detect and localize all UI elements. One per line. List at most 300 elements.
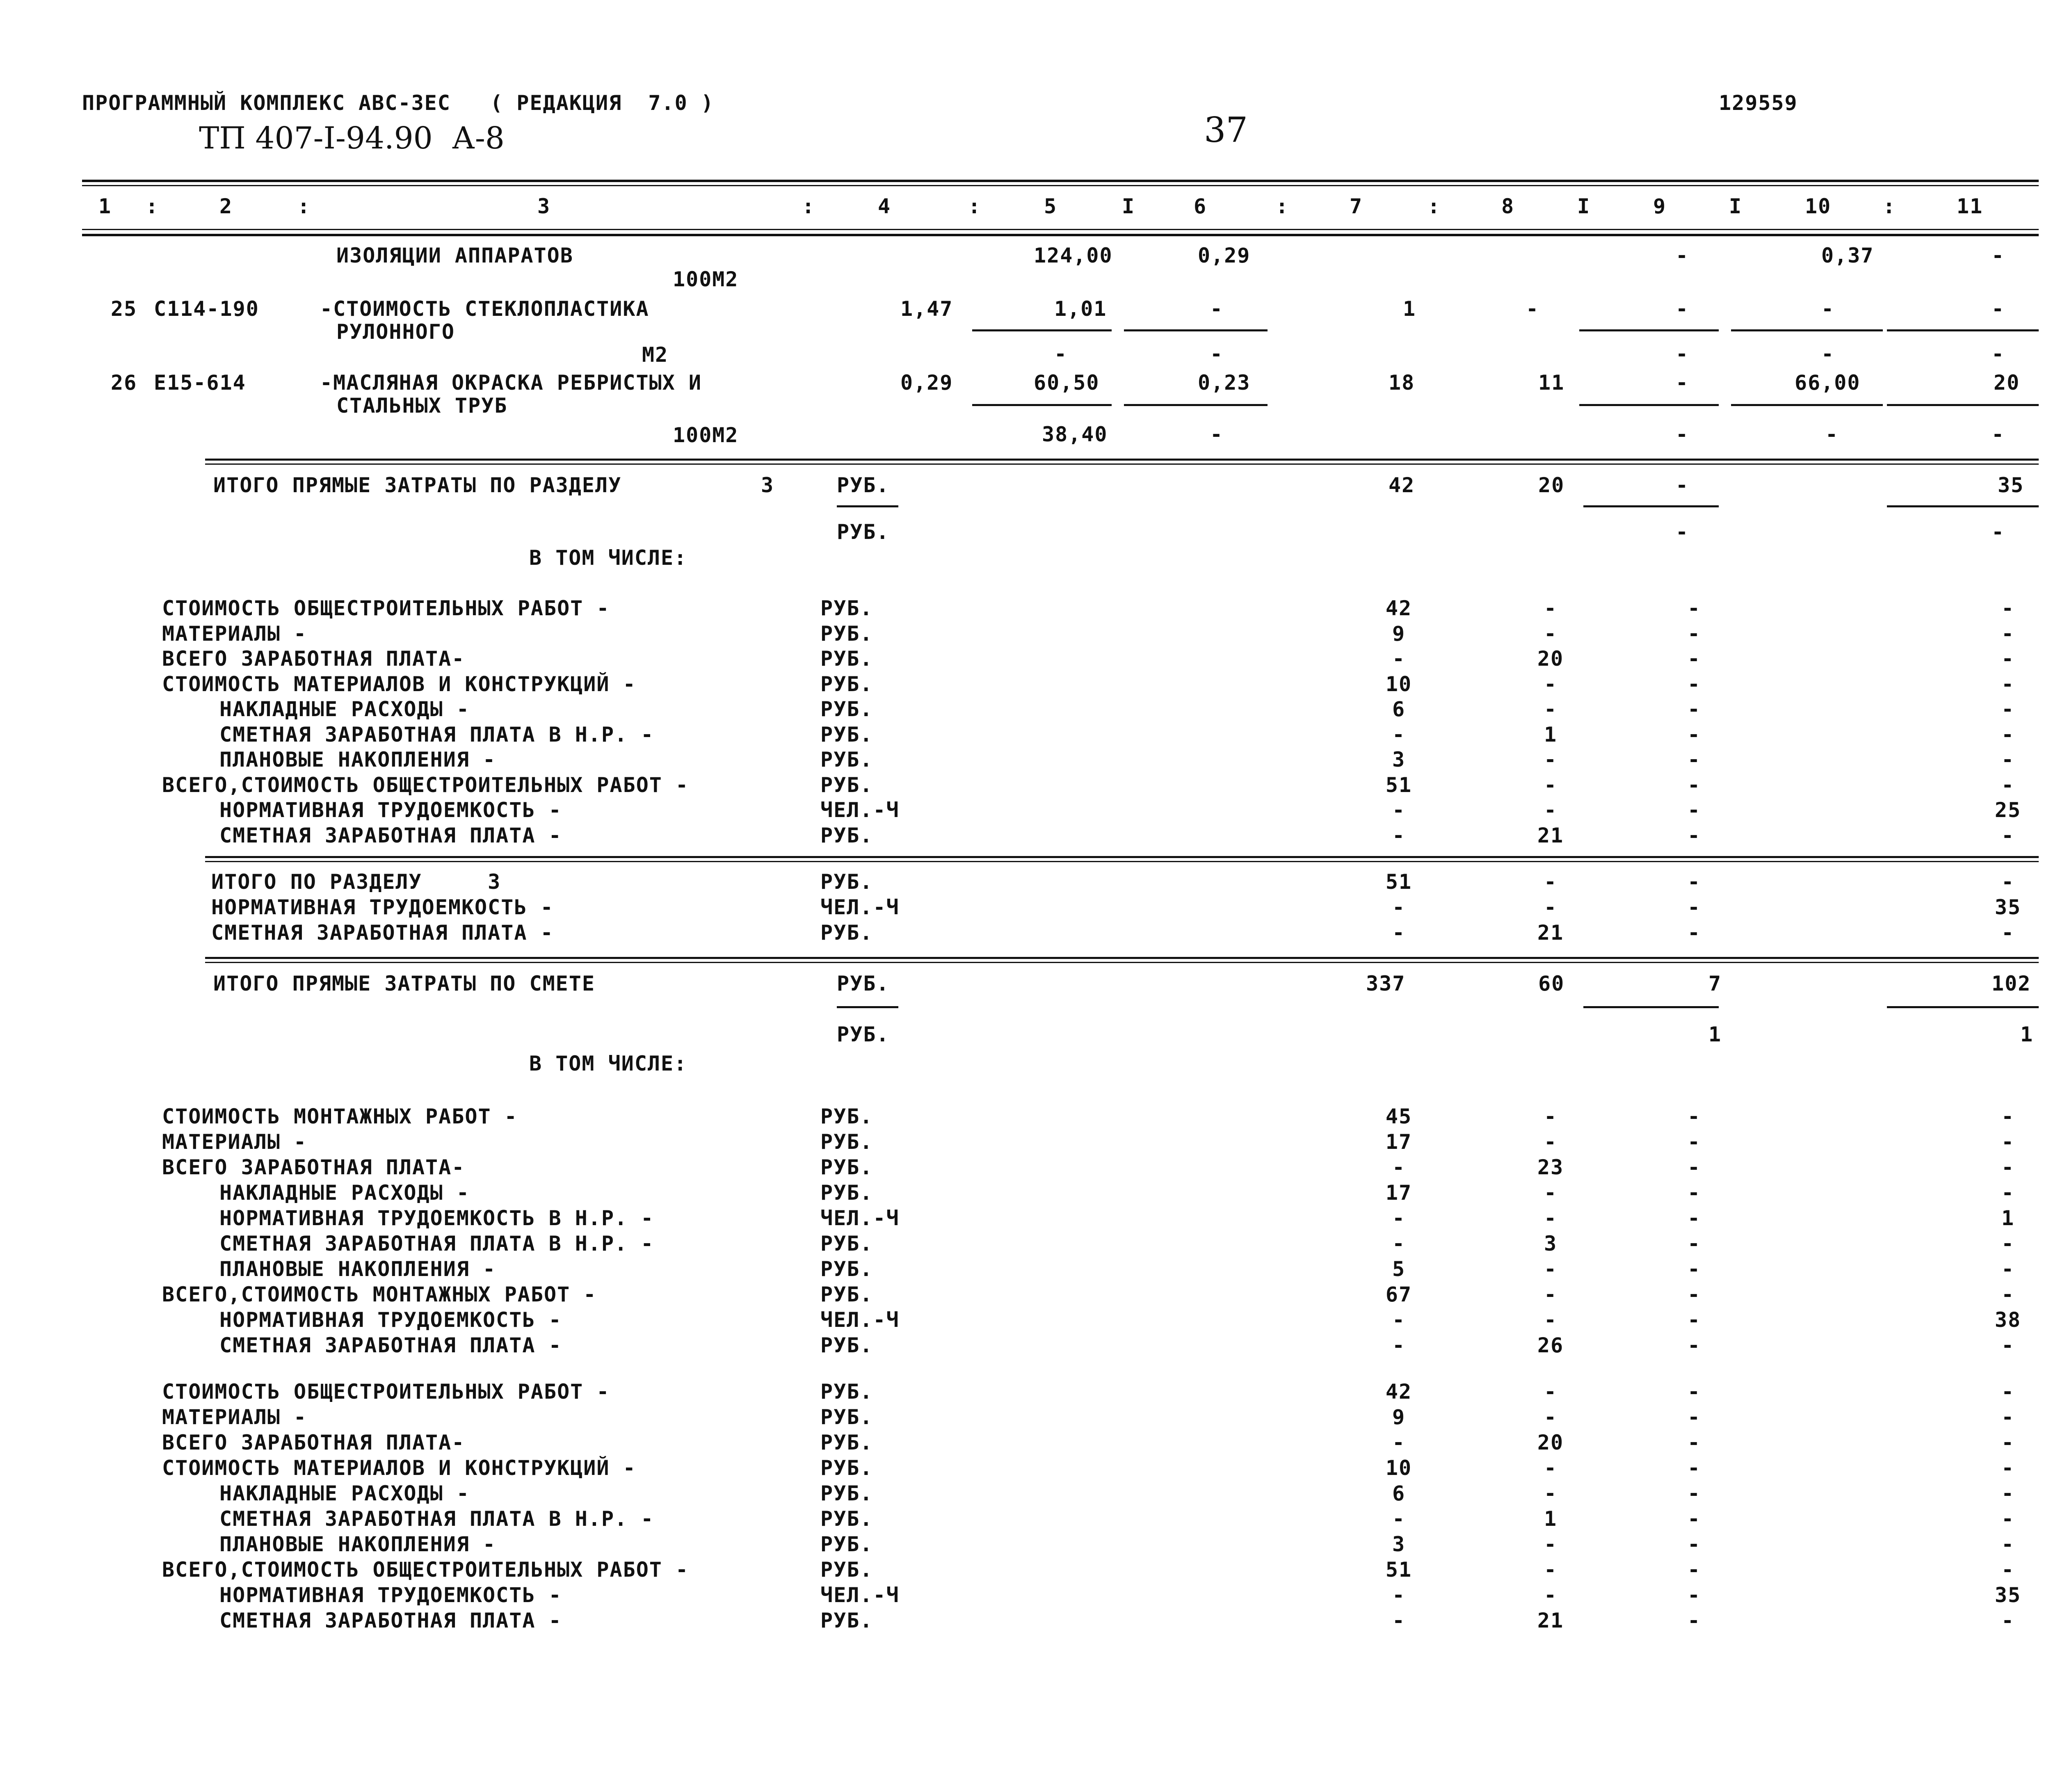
item-code: Е15-614 [154,371,246,395]
row-unit: ЧЕЛ.-Ч [820,798,900,822]
unit: РУБ. [837,520,890,544]
section-rule-thin [205,962,2039,963]
section-rule-thin [205,861,2039,862]
row-c7: 3 [1392,1532,1406,1556]
item-c10: 0,37 [1821,244,1874,267]
row-c9: - [1687,1482,1701,1505]
row-c11: 35 [1994,895,2021,919]
row-unit: РУБ. [820,1257,873,1281]
row-c8: 21 [1537,823,1564,847]
row-c8: 1 [1544,1507,1558,1531]
row-label: ВСЕГО ЗАРАБОТНАЯ ПЛАТА- [162,1155,465,1179]
row-c11: - [2001,1333,2015,1357]
row-unit: РУБ. [820,1405,873,1429]
underline [1887,404,2039,406]
row-c11: - [2001,722,2015,746]
row-label: СМЕТНАЯ ЗАРАБОТНАЯ ПЛАТА В Н.Р. - [219,1232,654,1256]
row-c7: 17 [1385,1130,1412,1154]
row-c7: - [1392,722,1406,746]
row-unit: ЧЕЛ.-Ч [820,1206,900,1230]
row-unit: РУБ. [820,823,873,847]
row-c7: - [1392,647,1406,671]
item-c8: 11 [1538,371,1565,395]
row-c8: - [1544,1405,1558,1429]
row-c11: - [2001,621,2015,646]
row-label: ВСЕГО,СТОИМОСТЬ ОБЩЕСТРОИТЕЛЬНЫХ РАБОТ - [162,773,689,797]
row-c9: - [1687,748,1701,772]
row-c7: - [1392,895,1406,919]
row-unit: РУБ. [820,921,873,945]
item-c6: - [1210,297,1224,321]
row-unit: ЧЕЛ.-Ч [820,1583,900,1607]
item-c11-sub: - [1992,342,2005,366]
row-c9: - [1687,1405,1701,1429]
item-c9-sub: - [1676,422,1689,446]
underline [1887,1006,2039,1008]
row-unit: РУБ. [820,773,873,797]
row-c11: - [2001,870,2015,894]
row-c7: - [1392,921,1406,945]
total-c7: 42 [1389,473,1415,497]
row-c7: 42 [1385,596,1412,620]
row-c8: 20 [1537,1431,1564,1454]
col-header-2: 2 [219,194,233,218]
row-label: НОРМАТИВНАЯ ТРУДОЕМКОСТЬ - [211,895,554,919]
row-unit: РУБ. [820,748,873,772]
row-c8: - [1544,773,1558,797]
row-c9: - [1687,773,1701,797]
row-c8: - [1544,1532,1558,1556]
row-unit: РУБ. [820,697,873,721]
in-that-number-heading: В ТОМ ЧИСЛЕ: [529,546,687,570]
row-unit: РУБ. [820,1155,873,1179]
row-c7: - [1392,1609,1406,1632]
row-label: НОРМАТИВНАЯ ТРУДОЕМКОСТЬ В Н.Р. - [219,1206,654,1230]
row-c8: - [1544,697,1558,721]
row-label: СТОИМОСТЬ МАТЕРИАЛОВ И КОНСТРУКЦИЙ - [162,672,636,696]
row-label: ВСЕГО,СТОИМОСТЬ МОНТАЖНЫХ РАБОТ - [162,1283,597,1306]
item-c5-sub: 38,40 [1042,422,1108,446]
section-rule-thin [205,463,2039,465]
item-c9: - [1676,244,1689,267]
underline [1887,505,2039,507]
row-c11: - [2001,773,2015,797]
row-c9: - [1687,1181,1701,1205]
row-label: МАТЕРИАЛЫ - [162,621,307,646]
row-label: НАКЛАДНЫЕ РАСХОДЫ - [219,1181,470,1205]
row-c8: - [1544,895,1558,919]
row-c8: - [1544,798,1558,822]
unit: РУБ. [837,972,890,995]
item-c5: 124,00 [1034,244,1113,267]
row-unit: РУБ. [820,1456,873,1480]
col-header-5: 5 [1044,194,1057,218]
underline [1579,329,1719,331]
row-label: СМЕТНАЯ ЗАРАБОТНАЯ ПЛАТА В Н.Р. - [219,722,654,746]
item-c10-sub: - [1825,422,1839,446]
row-c8: - [1544,1257,1558,1281]
col-header-7: 7 [1350,194,1363,218]
row-c9: - [1687,1380,1701,1404]
underline [837,505,898,507]
col-separator: : [146,194,159,218]
row-label: МАТЕРИАЛЫ - [162,1405,307,1429]
item-name: ИЗОЛЯЦИИ АППАРАТОВ [336,244,573,267]
row-c8: 23 [1537,1155,1564,1179]
row-unit: РУБ. [820,647,873,671]
row-c11: - [2001,748,2015,772]
total-c9-sub: - [1676,520,1689,544]
row-c9: - [1687,1257,1701,1281]
row-unit: РУБ. [820,1130,873,1154]
program-title: ПРОГРАММНЫЙ КОМПЛЕКС АВС-3ЕС ( РЕДАКЦИЯ 7.0 ) [82,91,714,115]
item-c10-sub: - [1821,342,1835,366]
row-c9: - [1687,596,1701,620]
row-c11: - [2001,1558,2015,1582]
row-c8: - [1544,1558,1558,1582]
row-c7: 42 [1385,1380,1412,1404]
total-c9: 7 [1708,972,1722,995]
item-unit: М2 [642,343,669,367]
item-name: -СТОИМОСТЬ СТЕКЛОПЛАСТИКА [320,297,649,321]
row-c11: - [2001,1257,2015,1281]
total-c7: 337 [1366,972,1406,995]
row-c8: - [1544,1181,1558,1205]
row-c9: - [1687,722,1701,746]
total-c9-sub: 1 [1708,1023,1722,1046]
header-rule-top-thin [82,185,2039,186]
row-c7: 51 [1385,773,1412,797]
item-code: С114-190 [154,297,259,321]
row-unit: ЧЕЛ.-Ч [820,895,900,919]
total-c11: 102 [1992,972,2031,995]
row-label: НОРМАТИВНАЯ ТРУДОЕМКОСТЬ - [219,798,562,822]
row-c7: 17 [1385,1181,1412,1205]
row-unit: РУБ. [820,1482,873,1505]
row-c8: - [1544,870,1558,894]
item-c6: 0,29 [1198,244,1251,267]
row-label: СМЕТНАЯ ЗАРАБОТНАЯ ПЛАТА В Н.Р. - [219,1507,654,1531]
row-c11: - [2001,1405,2015,1429]
section-total-label: ИТОГО ПРЯМЫЕ ЗАТРАТЫ ПО РАЗДЕЛУ [213,473,622,497]
col-separator: : [1883,194,1896,218]
row-c9: - [1687,1155,1701,1179]
col-separator: : [802,194,815,218]
item-number: 26 [111,371,137,395]
row-c11: 25 [1994,798,2021,822]
row-label: СТОИМОСТЬ ОБЩЕСТРОИТЕЛЬНЫХ РАБОТ - [162,596,610,620]
col-header-8: 8 [1501,194,1515,218]
row-c11: - [2001,1532,2015,1556]
row-label: НАКЛАДНЫЕ РАСХОДЫ - [219,697,470,721]
underline [1583,505,1719,507]
row-c9: - [1687,1232,1701,1256]
section-number: 3 [761,473,774,497]
item-c9-sub: - [1676,342,1689,366]
in-that-number-heading: В ТОМ ЧИСЛЕ: [529,1052,687,1075]
row-c8: - [1544,1380,1558,1404]
item-c10: 66,00 [1795,371,1861,395]
row-c7: - [1392,1507,1406,1531]
row-unit: ЧЕЛ.-Ч [820,1308,900,1332]
item-c9: - [1676,297,1689,321]
row-c11: - [2001,1105,2015,1128]
item-number: 25 [111,297,137,321]
underline [1887,329,2039,331]
row-c9: - [1687,1308,1701,1332]
row-c8: - [1544,596,1558,620]
row-label: ПЛАНОВЫЕ НАКОПЛЕНИЯ - [219,1532,496,1556]
row-c11: - [2001,1155,2015,1179]
row-c7: 9 [1392,621,1406,646]
section-rule [205,856,2039,858]
row-c11: - [2001,672,2015,696]
row-c8: - [1544,1482,1558,1505]
total-c8: 20 [1538,473,1565,497]
row-unit: РУБ. [820,1105,873,1128]
underline [1124,404,1268,406]
row-c11: - [2001,1507,2015,1531]
row-c11: 38 [1994,1308,2021,1332]
row-c11: - [2001,1609,2015,1632]
row-c8: - [1544,1130,1558,1154]
item-c11-sub: - [1992,422,2005,446]
row-c8: - [1544,1308,1558,1332]
item-c5: 60,50 [1034,371,1100,395]
total-c11-sub: - [1992,520,2005,544]
row-label: ИТОГО ПО РАЗДЕЛУ 3 [211,870,501,894]
row-unit: РУБ. [820,596,873,620]
row-c7: - [1392,798,1406,822]
row-c9: - [1687,1130,1701,1154]
row-c11: - [2001,1232,2015,1256]
col-header-10: 10 [1805,194,1832,218]
row-c8: 20 [1537,647,1564,671]
underline [1583,1006,1719,1008]
col-separator: : [968,194,982,218]
row-c7: 51 [1385,870,1412,894]
row-c7: 45 [1385,1105,1412,1128]
row-c8: 1 [1544,722,1558,746]
item-c10: - [1821,297,1835,321]
row-c9: - [1687,823,1701,847]
row-c8: - [1544,1283,1558,1306]
row-unit: РУБ. [820,870,873,894]
row-c7: 10 [1385,672,1412,696]
col-header-9: 9 [1653,194,1667,218]
item-c7: 18 [1389,371,1415,395]
col-separator: I [1577,194,1591,218]
section-rule [205,957,2039,959]
row-label: НАКЛАДНЫЕ РАСХОДЫ - [219,1482,470,1505]
page-number: 37 [1204,110,1248,150]
item-c6: 0,23 [1198,371,1251,395]
total-c11-sub: 1 [2020,1023,2034,1046]
row-c7: 51 [1385,1558,1412,1582]
header-rule-top [82,180,2039,182]
row-unit: РУБ. [820,1232,873,1256]
row-c11: 1 [2001,1206,2015,1230]
row-c11: - [2001,921,2015,945]
row-label: СТОИМОСТЬ МАТЕРИАЛОВ И КОНСТРУКЦИЙ - [162,1456,636,1480]
row-label: ПЛАНОВЫЕ НАКОПЛЕНИЯ - [219,1257,496,1281]
item-name-cont: РУЛОННОГО [336,320,455,344]
row-label: МАТЕРИАЛЫ - [162,1130,307,1154]
row-unit: РУБ. [820,1333,873,1357]
row-c8: 21 [1537,921,1564,945]
row-c11: - [2001,1431,2015,1454]
document-code: ТП 407-I-94.90 А-8 [199,121,505,156]
row-c8: 3 [1544,1232,1558,1256]
header-rule-bottom [82,234,2039,236]
row-c11: - [2001,647,2015,671]
row-unit: РУБ. [820,1380,873,1404]
row-c9: - [1687,1609,1701,1632]
header-rule-bottom-thin [82,229,2039,230]
row-unit: РУБ. [820,722,873,746]
row-c9: - [1687,798,1701,822]
row-c8: 26 [1537,1333,1564,1357]
item-name: -МАСЛЯНАЯ ОКРАСКА РЕБРИСТЫХ И [320,371,702,395]
unit: РУБ. [837,1023,890,1046]
row-unit: РУБ. [820,1181,873,1205]
row-c7: 3 [1392,748,1406,772]
row-unit: РУБ. [820,1507,873,1531]
row-unit: РУБ. [820,1558,873,1582]
row-label: ВСЕГО,СТОИМОСТЬ ОБЩЕСТРОИТЕЛЬНЫХ РАБОТ - [162,1558,689,1582]
row-c11: - [2001,1482,2015,1505]
row-c8: - [1544,1105,1558,1128]
col-header-1: 1 [98,194,112,218]
row-unit: РУБ. [820,621,873,646]
row-c9: - [1687,1283,1701,1306]
document-number: 129559 [1719,91,1798,115]
row-c7: 9 [1392,1405,1406,1429]
row-label: СМЕТНАЯ ЗАРАБОТНАЯ ПЛАТА - [219,823,562,847]
row-unit: РУБ. [820,672,873,696]
row-label: ВСЕГО ЗАРАБОТНАЯ ПЛАТА- [162,1431,465,1454]
row-label: СМЕТНАЯ ЗАРАБОТНАЯ ПЛАТА - [219,1609,562,1632]
row-c9: - [1687,672,1701,696]
row-label: СМЕТНАЯ ЗАРАБОТНАЯ ПЛАТА - [219,1333,562,1357]
item-c11: - [1992,244,2005,267]
row-c7: 6 [1392,697,1406,721]
row-c11: - [2001,1380,2015,1404]
row-c9: - [1687,1507,1701,1531]
item-c11: 20 [1994,371,2020,395]
row-c8: - [1544,1456,1558,1480]
row-c9: - [1687,697,1701,721]
row-unit: РУБ. [820,1283,873,1306]
item-c6-sub: - [1210,422,1224,446]
row-c9: - [1687,921,1701,945]
col-header-3: 3 [537,194,551,218]
total-c8: 60 [1538,972,1565,995]
underline [1731,404,1883,406]
col-header-6: 6 [1194,194,1207,218]
row-c8: - [1544,1583,1558,1607]
row-c11: - [2001,596,2015,620]
row-c7: - [1392,1431,1406,1454]
estimate-total-label: ИТОГО ПРЯМЫЕ ЗАТРАТЫ ПО СМЕТЕ [213,972,595,995]
underline [1124,329,1268,331]
row-unit: РУБ. [820,1431,873,1454]
row-c7: 10 [1385,1456,1412,1480]
row-c9: - [1687,1558,1701,1582]
item-name-cont: СТАЛЬНЫХ ТРУБ [336,394,508,418]
row-label: НОРМАТИВНАЯ ТРУДОЕМКОСТЬ - [219,1308,562,1332]
row-unit: РУБ. [820,1609,873,1632]
underline [972,329,1112,331]
row-c9: - [1687,1532,1701,1556]
row-label: СТОИМОСТЬ ОБЩЕСТРОИТЕЛЬНЫХ РАБОТ - [162,1380,610,1404]
row-c8: - [1544,672,1558,696]
row-c7: 5 [1392,1257,1406,1281]
item-c7: 1 [1403,297,1416,321]
row-label: НОРМАТИВНАЯ ТРУДОЕМКОСТЬ - [219,1583,562,1607]
item-c5-sub: - [1054,342,1068,366]
row-c11: - [2001,1456,2015,1480]
row-c11: 35 [1994,1583,2021,1607]
row-c9: - [1687,647,1701,671]
row-c7: - [1392,1206,1406,1230]
item-unit: 100М2 [673,423,739,447]
item-c6-sub: - [1210,342,1224,366]
row-c11: - [2001,823,2015,847]
row-unit: РУБ. [820,1532,873,1556]
underline [837,1006,898,1008]
row-c9: - [1687,1431,1701,1454]
item-unit: 100М2 [673,267,739,291]
row-c8: - [1544,1206,1558,1230]
col-separator: : [297,194,311,218]
col-separator: I [1729,194,1743,218]
unit: РУБ. [837,473,890,497]
row-c9: - [1687,895,1701,919]
row-label: ПЛАНОВЫЕ НАКОПЛЕНИЯ - [219,748,496,772]
row-c9: - [1687,1456,1701,1480]
row-c7: - [1392,1155,1406,1179]
row-c7: - [1392,1333,1406,1357]
item-c9: - [1676,371,1689,395]
col-separator: : [1276,194,1289,218]
item-c5: 1,01 [1054,297,1107,321]
underline [1731,329,1883,331]
row-c9: - [1687,1206,1701,1230]
item-c8: - [1526,297,1539,321]
total-c9: - [1676,473,1689,497]
row-c8: - [1544,748,1558,772]
row-c7: - [1392,1232,1406,1256]
row-label: ВСЕГО ЗАРАБОТНАЯ ПЛАТА- [162,647,465,671]
total-c11: 35 [1998,473,2024,497]
row-c11: - [2001,1130,2015,1154]
row-c8: - [1544,621,1558,646]
row-c9: - [1687,621,1701,646]
col-header-11: 11 [1957,194,1983,218]
row-c7: 67 [1385,1283,1412,1306]
col-header-4: 4 [878,194,891,218]
underline [972,404,1112,406]
row-label: СМЕТНАЯ ЗАРАБОТНАЯ ПЛАТА - [211,921,554,945]
col-separator: I [1122,194,1135,218]
row-c8: 21 [1537,1609,1564,1632]
row-c11: - [2001,697,2015,721]
row-c7: - [1392,1308,1406,1332]
row-c11: - [2001,1283,2015,1306]
row-c9: - [1687,1583,1701,1607]
item-c4: 0,29 [900,371,953,395]
